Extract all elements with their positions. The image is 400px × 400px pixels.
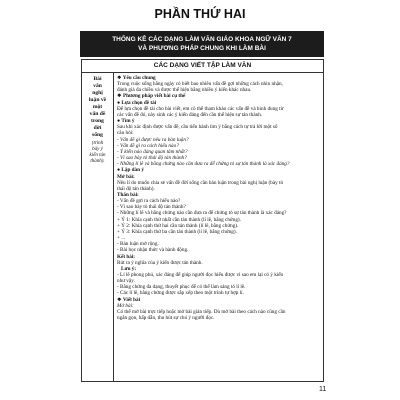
page-title: PHẦN THỨ HAI <box>154 7 246 21</box>
banner-line-1: THỐNG KÊ CÁC DẠNG LÀM VĂN GIÁO KHOA NGỮ VĂN 7 <box>112 36 292 43</box>
content-line: Rút ra ý nghĩa của ý kiến được tán thành. <box>117 259 203 266</box>
content-line: - Vì sao bày tỏ thái độ tán thành? <box>117 204 186 211</box>
content-line: + Ý 1: Khía cạnh thứ nhất cần tán thành (lí lẽ, bằng chứng). <box>117 216 241 223</box>
essay-type-note <box>82 141 113 165</box>
essay-type-label-line: sống <box>92 132 103 138</box>
guidance-content <box>114 73 323 382</box>
content-line: - Ý kiến nào đáng quan tâm nhất? <box>117 148 188 155</box>
content-line: - Những lí lẽ và bằng chứng nào cần đưa ra để chứng tỏ sự tán thành là xác đáng? <box>117 210 287 217</box>
essay-type-label-line: vấn đề <box>89 111 106 117</box>
content-line: - Vấn đề gợi ra cách hiểu nào? <box>117 198 181 205</box>
banner-line-2: VÀ PHƯƠNG PHÁP CHUNG KHI LÀM BÀI <box>138 45 266 52</box>
content-line: - Vấn đề gì được nêu ra bàn luận? <box>117 136 189 143</box>
content-line: Trong cuộc sống hằng ngày có biết bao nhiêu vấn đề gợi những cách nhìn nhận, <box>117 81 283 88</box>
content-line: Lưu ý: <box>121 265 137 272</box>
content-line: Sau khi xác định được vấn đề, cần tiến hành tìm ý bằng cách tự trả lời một số <box>117 124 278 131</box>
table-heading: CÁC DẠNG VIẾT TẬP LÀM VĂN <box>82 60 323 73</box>
essay-type-note-line: bày ý <box>92 147 103 152</box>
content-line: Thân bài: <box>117 191 139 198</box>
content-line: Kết bài: <box>117 253 136 260</box>
content-line: + Ý 3: Khía cạnh thứ ba cần tán thành (lí lẽ, bằng chứng). <box>117 228 237 235</box>
section-banner <box>80 31 324 57</box>
essay-type-label-line: văn <box>93 83 102 89</box>
content-line: như vậy. <box>117 278 135 285</box>
content-line: + Ý 2: Khía cạnh thứ hai cần tán thành (lí lẽ, bằng chứng). <box>117 222 239 229</box>
content-line: thái độ tán thành). <box>117 185 155 192</box>
essay-type-note-line: thành). <box>90 159 105 164</box>
page-number: 11 <box>319 386 327 393</box>
content-line: ❖ Yêu cầu chung <box>117 75 156 81</box>
content-line: - Những lí lẽ và bằng chứng nào cần đưa ra để chứng tỏ sự tán thành là xác đáng? <box>117 161 290 168</box>
content-line: đánh giá đa chiều và được thể hiện bằng nhiều ý kiến khác nhau. <box>117 87 252 94</box>
essay-type-label-line: nghị <box>92 90 103 96</box>
essay-type-label-line: trong <box>91 118 104 124</box>
content-line: các vấn đề đó, này sinh các ý kiến đáng đến cần thể hiện sự tán thành. <box>117 111 263 118</box>
essay-type-cell <box>82 73 114 382</box>
content-table <box>81 59 324 382</box>
content-line: ngắn gọn, hấp dẫn, thu hút sự chú ý người đọc. <box>117 315 215 322</box>
essay-type-label-line: Bài <box>93 76 102 82</box>
content-line: + ... <box>117 235 126 242</box>
content-line: Mở bài: <box>117 302 134 309</box>
essay-type-label-line: một <box>92 104 103 110</box>
content-line: Mở bài: <box>117 173 135 180</box>
content-line: - Vì sao bày tỏ thái độ tán thành? <box>117 155 187 162</box>
content-line: Nêu lí do muốn chia sẻ vấn đề đời sống cần bàn luận trong bài nghị luận (bày tỏ <box>117 179 284 186</box>
content-line: ❖ Phương pháp viết bài cụ thể <box>117 93 186 100</box>
essay-type-label-line: luận về <box>88 97 107 103</box>
table-row <box>82 73 323 382</box>
content-line: ● Lựa chọn đề tài <box>117 99 157 106</box>
essay-type-label <box>82 76 113 139</box>
essay-type-label-line: đời <box>93 125 102 131</box>
content-line: ● Tìm ý <box>117 118 135 125</box>
content-line: - Bằng chứng đa dạng, thuyết phục để có thể làm sáng tỏ lí lẽ. <box>117 284 246 291</box>
content-line: câu hỏi: <box>117 130 134 137</box>
content-line: - Vấn đề gì ra cách hiểu nào? <box>117 142 179 149</box>
content-line: - Lí lẽ phong phú, xác đáng để giúp người đọc hiểu được vì sao em lại có ý kiến <box>117 272 284 278</box>
content-line: Có thể mở bài trực tiếp hoặc mở bài gián tiếp. Dù mở bài theo cách nào cũng cần <box>117 308 286 315</box>
content-line: ❖ Viết bài <box>117 296 141 303</box>
content-line: - Bàn luận mở rộng. <box>117 241 159 248</box>
content-line: - Các lí lẽ, bằng chứng được sắp xếp theo một trình tự hợp lí. <box>117 290 244 297</box>
essay-type-note-line: (trình <box>91 141 104 146</box>
essay-type-note-line: kiến tán <box>89 153 106 158</box>
content-line: - Bài học nhận thức và hành động. <box>117 247 189 254</box>
content-line: ● Lập dàn ý <box>117 167 144 174</box>
content-line: Để lựa chọn đề tài cho bài viết, em có thể tham khảo các vấn đề và hình dung từ <box>117 105 284 112</box>
